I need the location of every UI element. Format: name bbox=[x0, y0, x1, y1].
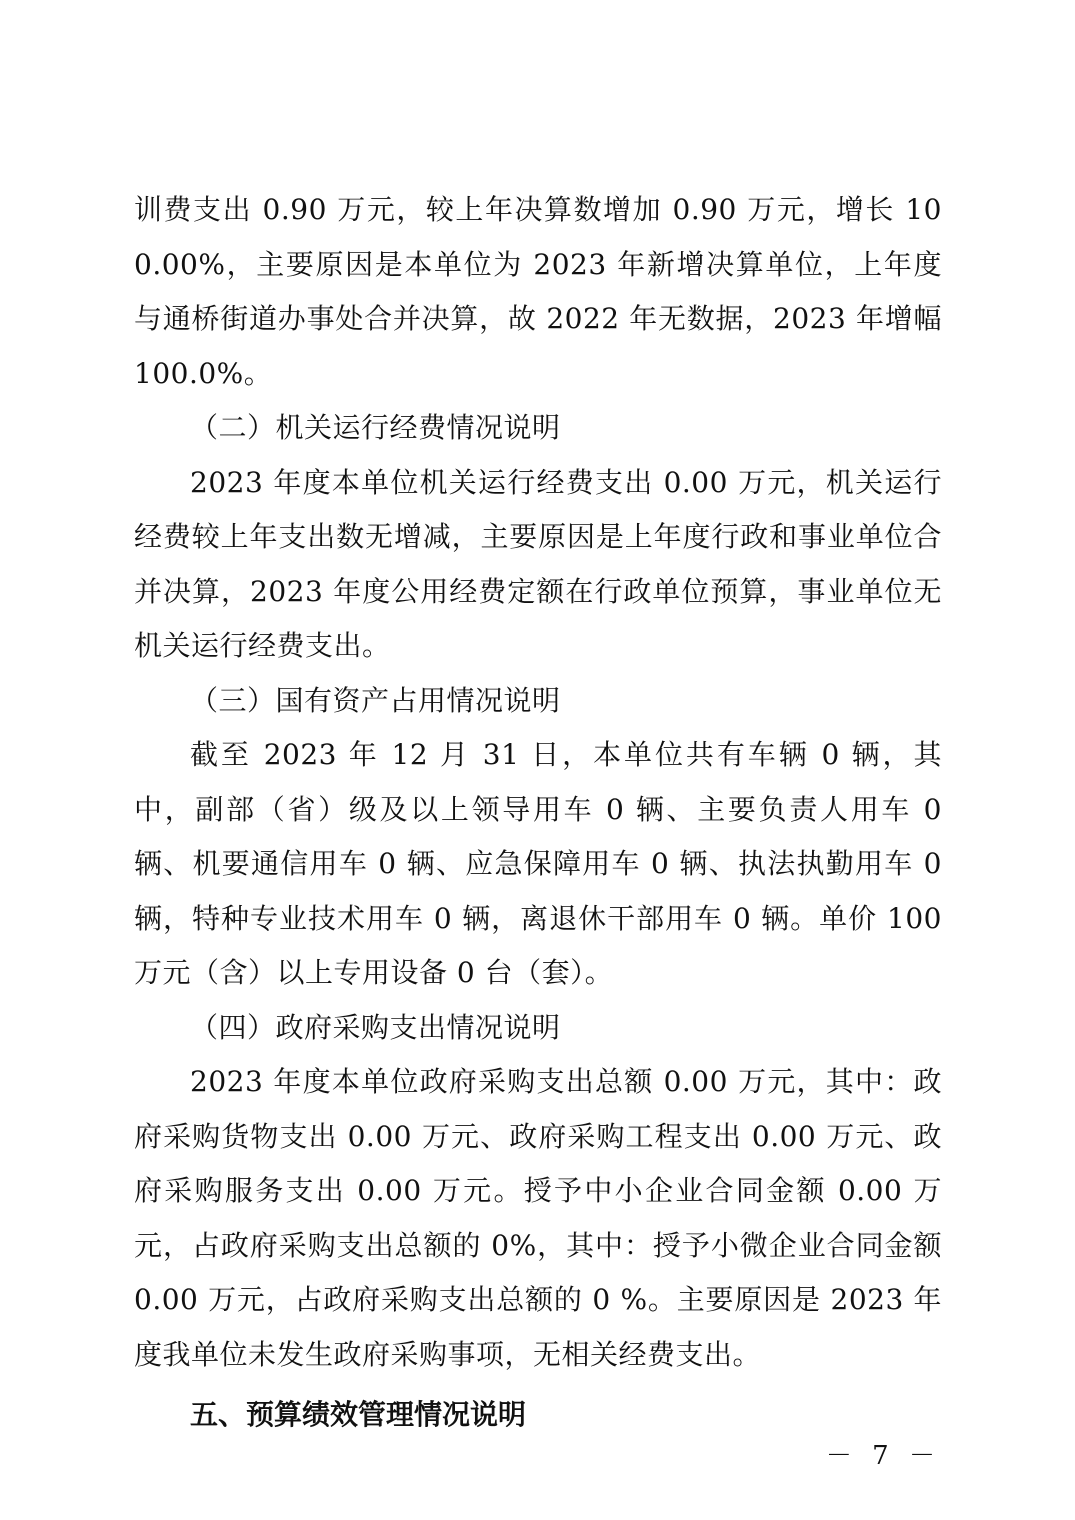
paragraph-government-procurement: 2023 年度本单位政府采购支出总额 0.00 万元，其中：政府采购货物支出 0.00 万元、政府采购工程支出 0.00 万元、政府采购服务支出 0.00 万元。授予中小企业合同金额 0.00 万元，占政府采购支出总额的 0%，其中：授予小微企业合同金额 0.00 万元，占政府采购支出总额的 0 %。主要原因是 2023 年度我单位未发生政府采购事项，无相关经费支出。 bbox=[134, 1065, 942, 1371]
subheading-operating-expenses: （二）机关运行经费情况说明 bbox=[190, 411, 561, 444]
paragraph-state-assets: 截至 2023 年 12 月 31 日，本单位共有车辆 0 辆，其中，副部（省）级及以上领导用车 0 辆、主要负责人用车 0 辆、机要通信用车 0 辆、应急保障用车 0 辆、执法执勤用车 0 辆，特种专业技术用车 0 辆，离退休干部用车 0 辆。单价 100 万元（含）以上专用设备 0 台（套）。 bbox=[134, 738, 942, 989]
section-heading-performance-management: 五、预算绩效管理情况说明 bbox=[190, 1398, 527, 1431]
subheading-government-procurement: （四）政府采购支出情况说明 bbox=[190, 1010, 561, 1044]
document-body bbox=[134, 183, 942, 1443]
subheading-state-assets: （三）国有资产占用情况说明 bbox=[190, 683, 561, 717]
paragraph-training-expense: 训费支出 0.90 万元，较上年决算数增加 0.90 万元，增长 100.00%，主要原因是本单位为 2023 年新增决算单位，上年度与通桥街道办事处合并决算，故 2022 年无数据，2023 年增幅 100.0%。 bbox=[134, 193, 942, 390]
page-number: － 7 － bbox=[825, 1441, 941, 1471]
paragraph-operating-expenses: 2023 年度本单位机关运行经费支出 0.00 万元，机关运行经费较上年支出数无增减，主要原因是上年度行政和事业单位合并决算，2023 年度公用经费定额在行政单位预算，事业单位无机关运行经费支出。 bbox=[134, 465, 942, 662]
